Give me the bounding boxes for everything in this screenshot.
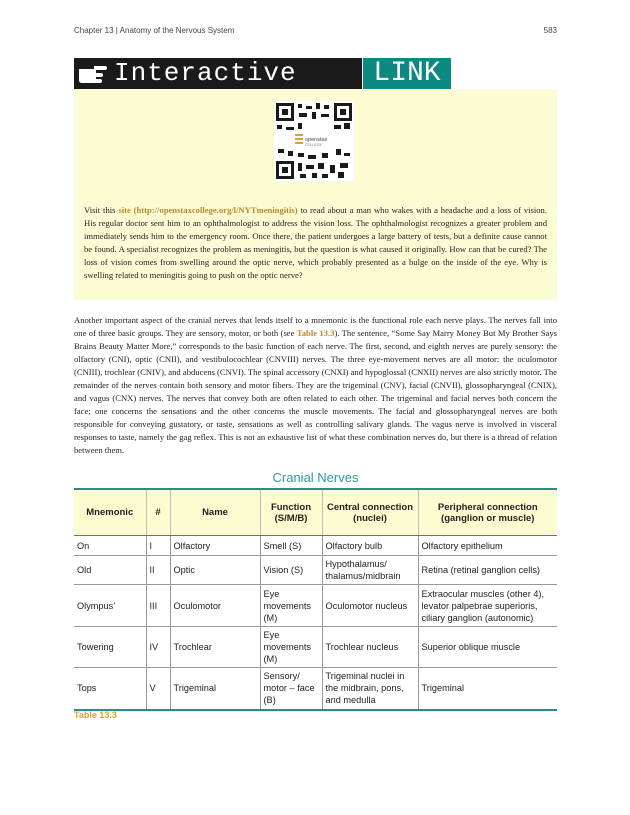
cell-peripheral: Retina (retinal ganglion cells): [418, 556, 557, 585]
cell-central: Olfactory bulb: [322, 536, 418, 556]
link-text-before: Visit this: [84, 205, 119, 215]
cell-number: V: [146, 668, 170, 710]
cell-function: Eye movements (M): [260, 627, 322, 668]
pointing-hand-icon: [74, 58, 110, 89]
cell-name: Oculomotor: [170, 585, 260, 627]
link-banner-label: LINK: [363, 58, 451, 89]
cell-number: III: [146, 585, 170, 627]
table-title: Cranial Nerves: [272, 470, 359, 485]
cell-mnemonic: Towering: [74, 627, 146, 668]
cell-mnemonic: Old: [74, 556, 146, 585]
interactive-link-body: [74, 89, 557, 300]
header-central-connection: Central connection (nuclei): [322, 489, 418, 536]
cell-mnemonic: Tops: [74, 668, 146, 710]
cell-central: Trochlear nucleus: [322, 627, 418, 668]
body-text-after: ). The sentence, “Some Say Marry Money But My Brother Says Brains Beauty Matter More,” corresponds to the basic function of each nerve. The first, second, and eighth nerves are purely sensory: the olfactory (CNI), optic (CNII), and vestibulocochlear (CNVIII) nerves. The three eye-movement nerves are all motor: the oculomotor (CNIII), trochlear (CNIV), and abducens (CNVI). The spinal accessory (CNXI) and hypoglossal (CNXII) nerves are also strictly motor. The remainder of the nerves contain both sensory and motor fibers. They are the trigeminal (CNV), facial (CNVII), glossopharyngeal (CNIX), and vagus (CNX) nerves. The nerves that convey both are often related to each other. The trigeminal and facial nerves both concern the face; one concerns the sensations and the other concerns the muscle movements. The facial and glossopharyngeal nerves are both responsible for conveying gustatory, or taste, sensations as well as controlling salivary glands. The vagus nerve is involved in visceral responses to taste, namely the gag reflex. This is not an exhaustive list of what these combination nerves do, but there is a thread of relation between them.: [74, 328, 557, 455]
cell-mnemonic: Olympus’: [74, 585, 146, 627]
cell-function: Smell (S): [260, 536, 322, 556]
table-row: [74, 585, 557, 627]
cell-central: Trigeminal nuclei in the midbrain, pons, and medulla: [322, 668, 418, 710]
header-number: #: [146, 489, 170, 536]
qr-caption-2: COLLEGE: [305, 143, 322, 147]
table-row: [74, 556, 557, 585]
meningitis-site-link[interactable]: site (http://openstaxcollege.org/l/NYTmeningitis): [118, 205, 298, 215]
body-text-before: Another important aspect of the cranial nerves that lends itself to a mnemonic is the functional role each nerve plays. The nerves fall into one of three basic groups. They are sensory, motor, or both (see: [74, 315, 557, 338]
cell-peripheral: Extraocular muscles (other 4), levator palpebrae superioris, ciliary ganglion (autonomic): [418, 585, 557, 627]
interactive-link-banner: [74, 58, 441, 89]
cell-peripheral: Olfactory epithelium: [418, 536, 557, 556]
cranial-nerves-table: [74, 488, 557, 711]
cell-function: Sensory/ motor – face (B): [260, 668, 322, 710]
table-reference-link[interactable]: Table 13.3: [296, 328, 335, 338]
cell-function: Eye movements (M): [260, 585, 322, 627]
cell-number: I: [146, 536, 170, 556]
interactive-link-box: [74, 58, 557, 300]
body-paragraph: [74, 314, 557, 457]
qr-code[interactable]: [274, 101, 354, 181]
cell-name: Optic: [170, 556, 260, 585]
header-function: Function (S/M/B): [260, 489, 322, 536]
cell-central: Oculomotor nucleus: [322, 585, 418, 627]
cell-peripheral: Trigeminal: [418, 668, 557, 710]
interactive-banner-label: Interactive: [110, 58, 362, 89]
header-mnemonic: Mnemonic: [74, 489, 146, 536]
cell-name: Trochlear: [170, 627, 260, 668]
header-peripheral-connection: Peripheral connection (ganglion or muscle): [418, 489, 557, 536]
cell-function: Vision (S): [260, 556, 322, 585]
table-caption: Table 13.3: [74, 710, 117, 720]
cell-central: Hypothalamus/ thalamus/midbrain: [322, 556, 418, 585]
cell-mnemonic: On: [74, 536, 146, 556]
cell-peripheral: Superior oblique muscle: [418, 627, 557, 668]
table-header-row: [74, 489, 557, 536]
chapter-title: Chapter 13 | Anatomy of the Nervous System: [74, 26, 235, 35]
table-row: [74, 668, 557, 710]
page-number: 583: [543, 26, 557, 35]
header-name: Name: [170, 489, 260, 536]
cell-name: Olfactory: [170, 536, 260, 556]
table-row: [74, 536, 557, 556]
qr-caption: openstax: [305, 137, 328, 143]
cell-name: Trigeminal: [170, 668, 260, 710]
page-header: [74, 26, 557, 35]
cell-number: IV: [146, 627, 170, 668]
interactive-link-text: [84, 204, 547, 282]
table-row: [74, 627, 557, 668]
link-text-after: to read about a man who wakes with a headache and a loss of vision. His regular doctor sent him to an ophthalmologist to address the vision loss. The ophthalmologist recognizes a greater problem and immediately sends him to the emergency room. Once there, the patient undergoes a large battery of tests, but a definite cause cannot be found. A specialist recognizes the problem as meningitis, but the question is what caused it originally. How can that be cured? The loss of vision comes from swelling around the optic nerve, which probably presented as a bulge on the inside of the eye. Why is swelling related to meningitis going to push on the optic nerve?: [84, 205, 547, 280]
cell-number: II: [146, 556, 170, 585]
